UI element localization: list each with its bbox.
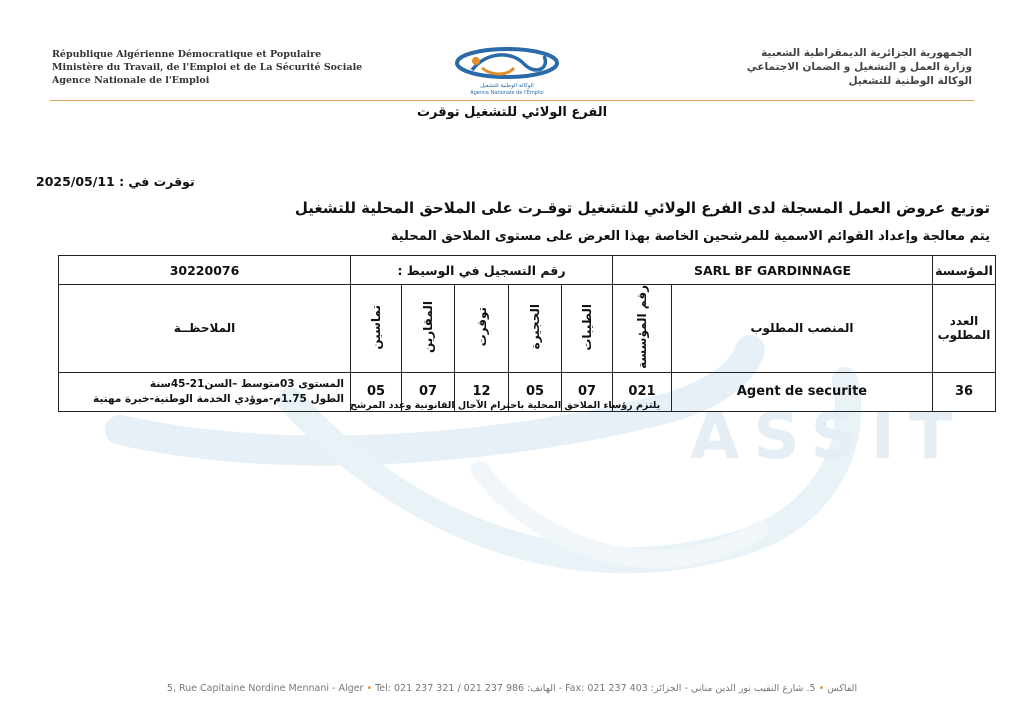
footnote: يلتزم رؤساء الملاحق المحلية باحترام الآجال القانونية وعدد المرشح <box>350 400 661 411</box>
cell-hajira: 05 <box>509 372 562 411</box>
cell-tamacine: 05 <box>351 372 402 411</box>
header-touggourt <box>455 285 509 373</box>
table-row-institution <box>59 256 996 285</box>
cell-touggourt: 12 <box>455 372 509 411</box>
header-french-block <box>52 48 362 87</box>
cell-count: 36 <box>933 372 996 411</box>
cell-megarine: 07 <box>402 372 455 411</box>
header-hajira <box>509 285 562 373</box>
header-megarine-text: المقارين <box>421 300 435 353</box>
header-taibat <box>562 285 613 373</box>
cell-taibat: 07 <box>562 372 613 411</box>
header-arabic-block <box>747 46 972 88</box>
header-hajira-text: الحجيرة <box>528 304 542 350</box>
footer-separator-icon: • <box>366 683 373 694</box>
table-header-row <box>59 285 996 373</box>
header-ar-line: الجمهورية الجزائرية الديمقراطية الشعبية <box>761 47 972 59</box>
intro-line-1: توزيع عروض العمل المسجلة لدى الفرع الولائي للتشغيل توقـرت على الملاحق المحلية للتشغيل <box>294 199 990 217</box>
header-fr-line: Ministère du Travail, de l'Emploi et de La Sécurité Sociale <box>52 62 363 73</box>
watermark-text: ASSIT <box>690 400 967 474</box>
registration-number: 30220076 <box>59 256 351 285</box>
cell-position: Agent de securite <box>672 372 933 411</box>
header-tamacine <box>351 285 402 373</box>
footer-phones: Tel: 021 237 321 / 021 237 986 :الهاتف - Fax: 021 237 403 :الفاكس <box>375 683 858 694</box>
logo-caption-fr: Agence Nationale de l'Emploi <box>470 90 544 96</box>
branch-title: الفرع الولائي للتشغيل توقرت <box>416 105 608 120</box>
header-count: العدد المطلوب <box>933 285 996 373</box>
header-taibat-text: الطيبات <box>580 303 594 351</box>
institution-name: SARL BF GARDINNAGE <box>613 256 933 285</box>
header-inst-number <box>613 285 672 373</box>
logo-caption-ar: الوكالة الوطنية للتشغيل <box>480 83 534 89</box>
notes-line-2: الطول 1.75م-موؤدي الخدمة الوطنية-خبرة مهنية <box>92 392 344 405</box>
header-ar-line: الوكالة الوطنية للتشغيل <box>848 75 972 87</box>
header-divider <box>50 100 974 101</box>
header-position: المنصب المطلوب <box>672 285 933 373</box>
cell-notes <box>59 372 351 411</box>
footer-separator-icon: • <box>818 683 825 694</box>
registration-label: رقم التسجيل في الوسيط : <box>351 256 613 285</box>
header-megarine <box>402 285 455 373</box>
cell-inst-number: 021 <box>613 372 672 411</box>
header-touggourt-text: توقرت <box>474 307 489 347</box>
header-inst-number-text: رقم المؤسسة <box>635 285 649 369</box>
notes-line-1: المستوى 03متوسط –السن21-45سنة <box>149 377 344 390</box>
header-tamacine-text: تماسين <box>369 304 383 350</box>
intro-line-2: يتم معالجة وإعداد القوائم الاسمية للمرشحين الخاصة بهذا العرض على مستوى الملاحق المحلية <box>390 229 990 244</box>
header-fr-line: Agence Nationale de l'Emploi <box>52 75 210 86</box>
header-ar-line: وزارة العمل و التشغيل و الضمان الاجتماعي <box>746 61 972 73</box>
page-footer <box>0 683 1024 694</box>
footer-address-fr: 5, Rue Capitaine Nordine Mennani - Alger <box>166 683 364 694</box>
job-offer-table <box>58 255 996 412</box>
document-date: توقرت في : 2025/05/11 <box>36 174 195 189</box>
header-fr-line: République Algérienne Démocratique et Populaire <box>52 49 322 60</box>
footer-address-ar: 5. شارع النقيب نور الدين مناني - الجزائر <box>654 683 816 694</box>
header-notes: الملاحظــة <box>59 285 351 373</box>
institution-label: المؤسسة <box>933 256 996 285</box>
